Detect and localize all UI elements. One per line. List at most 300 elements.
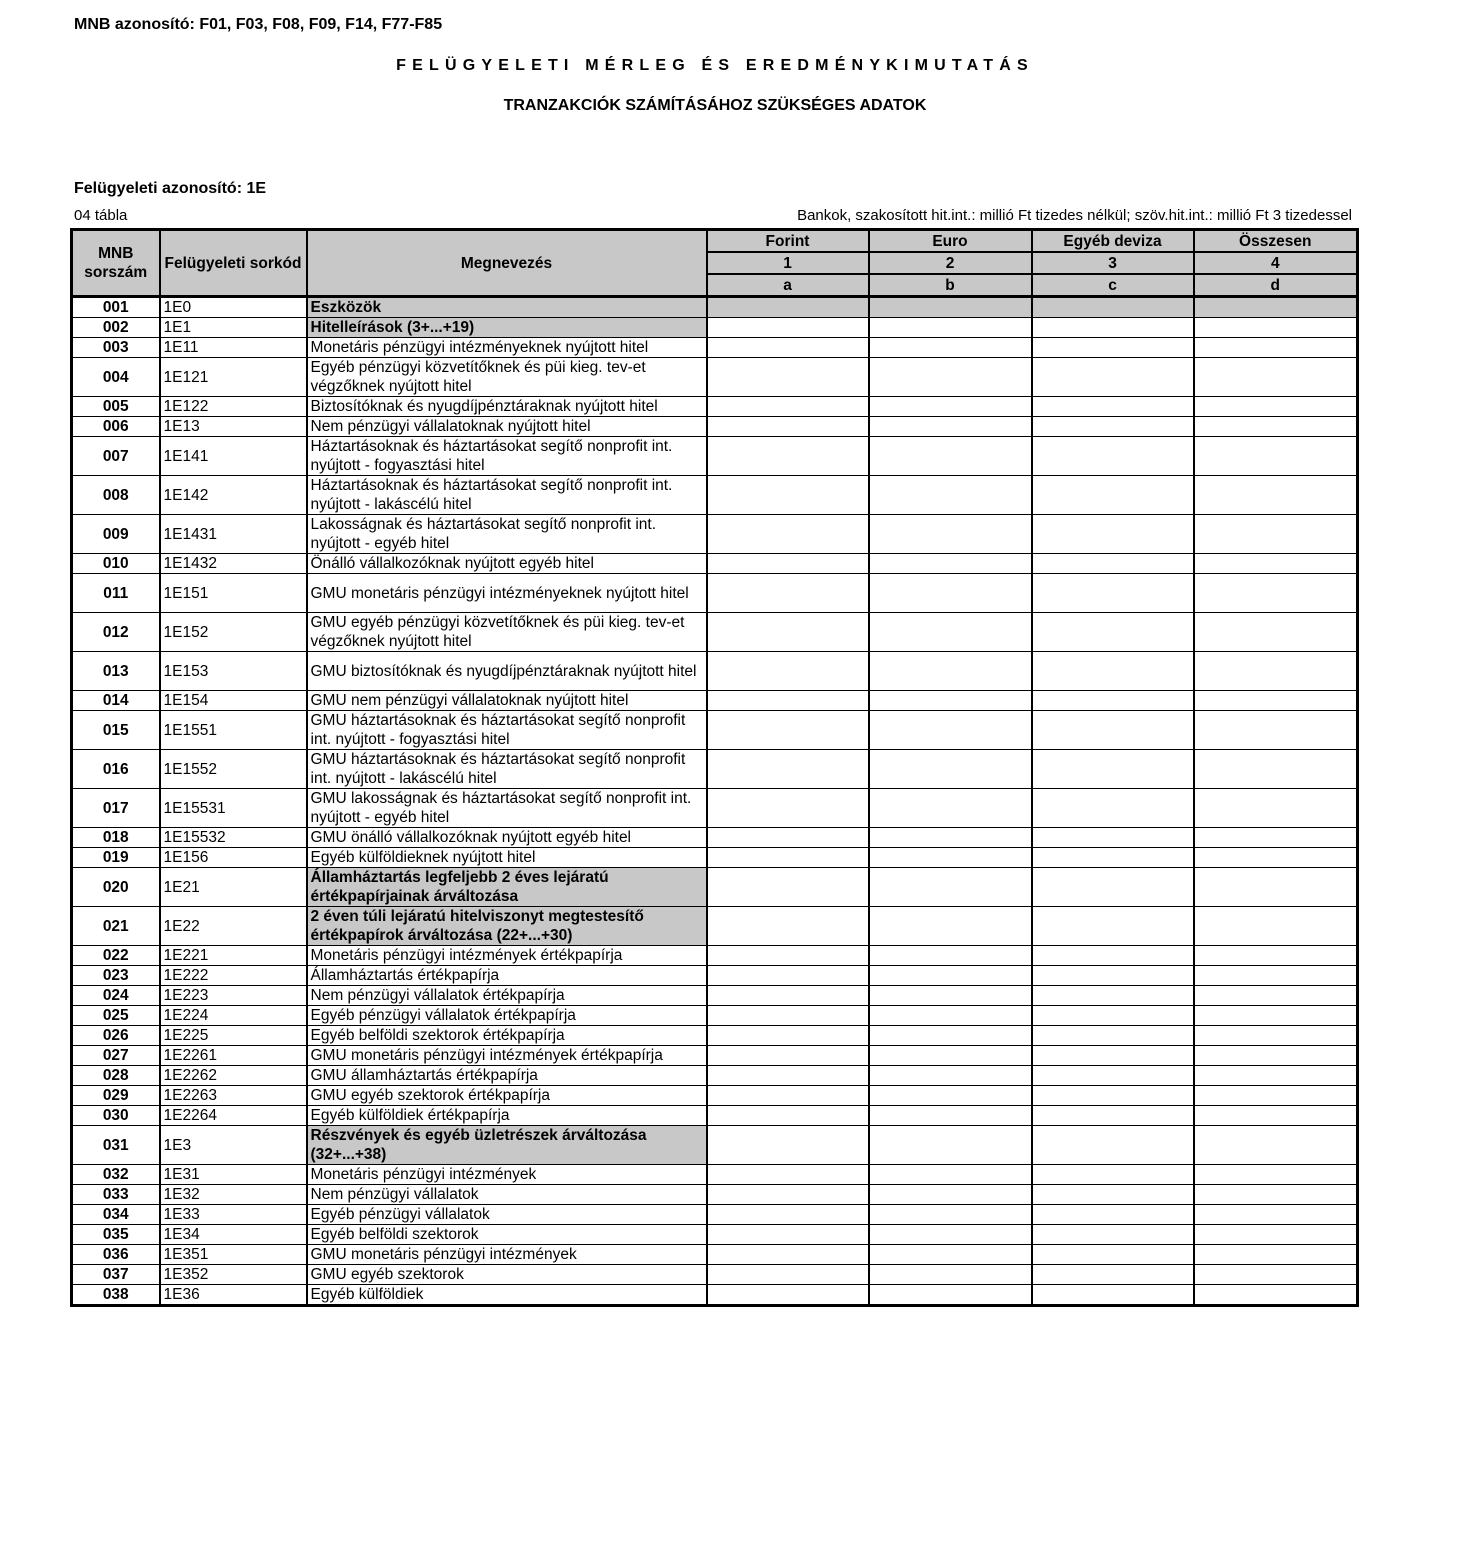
value-cell[interactable] [869, 515, 1032, 554]
value-cell[interactable] [869, 1066, 1032, 1086]
table-row [72, 1046, 1358, 1066]
value-cell[interactable] [869, 437, 1032, 476]
table-row [72, 358, 1358, 397]
row-code: 1E2264 [160, 1106, 307, 1126]
row-mnb-number: 021 [72, 907, 160, 946]
value-cell[interactable] [707, 868, 869, 907]
value-cell[interactable] [707, 554, 869, 574]
row-mnb-number: 019 [72, 848, 160, 868]
value-cell[interactable] [1194, 297, 1358, 318]
table-row [72, 338, 1358, 358]
row-name: Hitelleírások (3+...+19) [307, 318, 707, 338]
value-cell[interactable] [1032, 1285, 1194, 1306]
value-cell[interactable] [869, 1026, 1032, 1046]
value-cell[interactable] [869, 574, 1032, 613]
data-table [70, 228, 1359, 1307]
value-cell[interactable] [1032, 1006, 1194, 1026]
units-note: Bankok, szakosított hit.int.: millió Ft tizedes nélkül; szöv.hit.int.: millió Ft 3 tizedessel [797, 207, 1352, 224]
value-cell[interactable] [707, 1106, 869, 1126]
value-cell[interactable] [1194, 574, 1358, 613]
value-cell[interactable] [1032, 476, 1194, 515]
value-cell[interactable] [1194, 554, 1358, 574]
value-cell[interactable] [707, 1026, 869, 1046]
value-cell[interactable] [707, 397, 869, 417]
value-cell[interactable] [1032, 1165, 1194, 1185]
value-cell[interactable] [707, 338, 869, 358]
value-cell[interactable] [707, 750, 869, 789]
row-mnb-number: 034 [72, 1205, 160, 1225]
row-name: Nem pénzügyi vállalatok [307, 1185, 707, 1205]
row-mnb-number: 036 [72, 1245, 160, 1265]
value-cell[interactable] [1032, 848, 1194, 868]
value-cell[interactable] [1032, 1265, 1194, 1285]
value-cell[interactable] [707, 515, 869, 554]
row-mnb-number: 007 [72, 437, 160, 476]
row-code: 1E153 [160, 652, 307, 691]
value-cell[interactable] [1032, 1245, 1194, 1265]
row-code: 1E225 [160, 1026, 307, 1046]
row-mnb-number: 026 [72, 1026, 160, 1046]
row-code: 1E15531 [160, 789, 307, 828]
row-name: Biztosítóknak és nyugdíjpénztáraknak nyújtott hitel [307, 397, 707, 417]
value-cell[interactable] [707, 828, 869, 848]
row-name: GMU biztosítóknak és nyugdíjpénztáraknak nyújtott hitel [307, 652, 707, 691]
row-name: GMU háztartásoknak és háztartásokat segítő nonprofit int. nyújtott - fogyasztási hitel [307, 711, 707, 750]
table-row [72, 554, 1358, 574]
value-cell[interactable] [1194, 318, 1358, 338]
value-cell[interactable] [869, 1106, 1032, 1126]
table-row [72, 848, 1358, 868]
row-name: Nem pénzügyi vállalatok értékpapírja [307, 986, 707, 1006]
col-letter: a [707, 274, 869, 297]
row-code: 1E1551 [160, 711, 307, 750]
mnb-identifier: MNB azonosító: F01, F03, F08, F09, F14, F77-F85 [74, 16, 443, 33]
table-row [72, 711, 1358, 750]
value-cell[interactable] [869, 966, 1032, 986]
supervisory-identifier: Felügyeleti azonosító: 1E [74, 180, 267, 197]
row-mnb-number: 011 [72, 574, 160, 613]
table-row [72, 1066, 1358, 1086]
value-cell[interactable] [1032, 946, 1194, 966]
value-cell[interactable] [707, 966, 869, 986]
value-cell[interactable] [1194, 907, 1358, 946]
value-cell[interactable] [1032, 515, 1194, 554]
row-name: Államháztartás legfeljebb 2 éves lejáratú értékpapírjainak árváltozása [307, 868, 707, 907]
table-row [72, 1106, 1358, 1126]
row-code: 1E1552 [160, 750, 307, 789]
value-cell[interactable] [1032, 397, 1194, 417]
row-mnb-number: 014 [72, 691, 160, 711]
value-cell[interactable] [869, 1185, 1032, 1205]
value-cell[interactable] [707, 907, 869, 946]
row-code: 1E13 [160, 417, 307, 437]
value-cell[interactable] [869, 1205, 1032, 1225]
value-cell[interactable] [1032, 828, 1194, 848]
row-mnb-number: 029 [72, 1086, 160, 1106]
table-number: 04 tábla [74, 207, 128, 224]
value-cell[interactable] [1032, 691, 1194, 711]
table-row [72, 318, 1358, 338]
row-name: Egyéb pénzügyi vállalatok értékpapírja [307, 1006, 707, 1026]
table-row [72, 613, 1358, 652]
value-cell[interactable] [1194, 1265, 1358, 1285]
row-code: 1E3 [160, 1126, 307, 1165]
value-cell[interactable] [869, 711, 1032, 750]
row-name: Egyéb pénzügyi vállalatok [307, 1205, 707, 1225]
value-cell[interactable] [707, 476, 869, 515]
value-cell[interactable] [1194, 1285, 1358, 1306]
value-cell[interactable] [869, 613, 1032, 652]
value-cell[interactable] [707, 1126, 869, 1165]
value-cell[interactable] [1194, 848, 1358, 868]
value-cell[interactable] [1194, 1185, 1358, 1205]
value-cell[interactable] [1032, 417, 1194, 437]
row-code: 1E142 [160, 476, 307, 515]
value-cell[interactable] [1194, 789, 1358, 828]
row-mnb-number: 001 [72, 297, 160, 318]
row-mnb-number: 005 [72, 397, 160, 417]
row-code: 1E34 [160, 1225, 307, 1245]
row-name: Egyéb külföldiek értékpapírja [307, 1106, 707, 1126]
value-cell[interactable] [707, 1285, 869, 1306]
col-number: 3 [1032, 252, 1194, 274]
value-cell[interactable] [1032, 318, 1194, 338]
value-cell[interactable] [1194, 691, 1358, 711]
value-cell[interactable] [869, 907, 1032, 946]
value-cell[interactable] [707, 652, 869, 691]
row-name: Monetáris pénzügyi intézmények értékpapírja [307, 946, 707, 966]
table-row [72, 1205, 1358, 1225]
value-cell[interactable] [707, 1225, 869, 1245]
value-cell[interactable] [1194, 1225, 1358, 1245]
row-code: 1E154 [160, 691, 307, 711]
row-mnb-number: 008 [72, 476, 160, 515]
value-cell[interactable] [707, 574, 869, 613]
row-code: 1E1431 [160, 515, 307, 554]
value-cell[interactable] [707, 1265, 869, 1285]
table-row [72, 868, 1358, 907]
row-mnb-number: 020 [72, 868, 160, 907]
value-cell[interactable] [869, 397, 1032, 417]
row-code: 1E32 [160, 1185, 307, 1205]
row-mnb-number: 028 [72, 1066, 160, 1086]
value-cell[interactable] [1032, 338, 1194, 358]
row-name: Monetáris pénzügyi intézményeknek nyújtott hitel [307, 338, 707, 358]
table-row [72, 907, 1358, 946]
value-cell[interactable] [1032, 1026, 1194, 1046]
col-header-total: Összesen [1194, 230, 1358, 253]
row-mnb-number: 013 [72, 652, 160, 691]
row-code: 1E121 [160, 358, 307, 397]
row-code: 1E224 [160, 1006, 307, 1026]
row-name: Önálló vállalkozóknak nyújtott egyéb hitel [307, 554, 707, 574]
table-row [72, 1086, 1358, 1106]
value-cell[interactable] [869, 1126, 1032, 1165]
value-cell[interactable] [1194, 1086, 1358, 1106]
row-mnb-number: 033 [72, 1185, 160, 1205]
value-cell[interactable] [1194, 966, 1358, 986]
value-cell[interactable] [1194, 1245, 1358, 1265]
value-cell[interactable] [1194, 1066, 1358, 1086]
col-letter: c [1032, 274, 1194, 297]
value-cell[interactable] [1194, 946, 1358, 966]
col-number: 1 [707, 252, 869, 274]
row-mnb-number: 017 [72, 789, 160, 828]
row-name: GMU monetáris pénzügyi intézmények [307, 1245, 707, 1265]
value-cell[interactable] [869, 1265, 1032, 1285]
value-cell[interactable] [707, 946, 869, 966]
value-cell[interactable] [869, 1225, 1032, 1245]
row-name: Részvények és egyéb üzletrészek árváltozása (32+...+38) [307, 1126, 707, 1165]
table-body [72, 297, 1358, 1306]
table-row [72, 1006, 1358, 1026]
value-cell[interactable] [1032, 358, 1194, 397]
value-cell[interactable] [707, 986, 869, 1006]
value-cell[interactable] [869, 1046, 1032, 1066]
value-cell[interactable] [1032, 1106, 1194, 1126]
table-row [72, 574, 1358, 613]
table-row [72, 1185, 1358, 1205]
value-cell[interactable] [869, 868, 1032, 907]
value-cell[interactable] [707, 1066, 869, 1086]
value-cell[interactable] [869, 789, 1032, 828]
table-row [72, 397, 1358, 417]
row-name: Egyéb külföldiek [307, 1285, 707, 1306]
table-row [72, 966, 1358, 986]
value-cell[interactable] [1194, 828, 1358, 848]
col-letter: b [869, 274, 1032, 297]
row-mnb-number: 016 [72, 750, 160, 789]
value-cell[interactable] [1194, 1006, 1358, 1026]
col-header-mnb-no: MNB sorszám [72, 230, 160, 297]
row-code: 1E2262 [160, 1066, 307, 1086]
value-cell[interactable] [707, 613, 869, 652]
value-cell[interactable] [707, 1185, 869, 1205]
row-name: GMU egyéb szektorok értékpapírja [307, 1086, 707, 1106]
table-row [72, 1285, 1358, 1306]
value-cell[interactable] [707, 437, 869, 476]
table-row [72, 1245, 1358, 1265]
value-cell[interactable] [1032, 1046, 1194, 1066]
row-name: Eszközök [307, 297, 707, 318]
row-name: Egyéb pénzügyi közvetítőknek és püi kieg. tev-et végzőknek nyújtott hitel [307, 358, 707, 397]
value-cell[interactable] [707, 417, 869, 437]
col-number: 4 [1194, 252, 1358, 274]
value-cell[interactable] [869, 554, 1032, 574]
table-row [72, 417, 1358, 437]
value-cell[interactable] [707, 848, 869, 868]
value-cell[interactable] [869, 358, 1032, 397]
row-code: 1E223 [160, 986, 307, 1006]
value-cell[interactable] [869, 828, 1032, 848]
value-cell[interactable] [707, 711, 869, 750]
row-mnb-number: 037 [72, 1265, 160, 1285]
row-mnb-number: 024 [72, 986, 160, 1006]
row-code: 1E15532 [160, 828, 307, 848]
value-cell[interactable] [707, 1165, 869, 1185]
row-code: 1E21 [160, 868, 307, 907]
value-cell[interactable] [1032, 966, 1194, 986]
value-cell[interactable] [707, 1046, 869, 1066]
value-cell[interactable] [1032, 986, 1194, 1006]
value-cell[interactable] [1194, 1165, 1358, 1185]
value-cell[interactable] [869, 476, 1032, 515]
col-header-other-currency: Egyéb deviza [1032, 230, 1194, 253]
value-cell[interactable] [1194, 711, 1358, 750]
row-code: 1E2263 [160, 1086, 307, 1106]
row-mnb-number: 035 [72, 1225, 160, 1245]
value-cell[interactable] [1032, 613, 1194, 652]
row-code: 1E122 [160, 397, 307, 417]
value-cell[interactable] [1194, 1026, 1358, 1046]
row-name: GMU önálló vállalkozóknak nyújtott egyéb hitel [307, 828, 707, 848]
row-name: GMU egyéb pénzügyi közvetítőknek és püi kieg. tev-et végzőknek nyújtott hitel [307, 613, 707, 652]
value-cell[interactable] [869, 750, 1032, 789]
col-header-euro: Euro [869, 230, 1032, 253]
value-cell[interactable] [869, 1165, 1032, 1185]
value-cell[interactable] [1032, 437, 1194, 476]
table-row [72, 437, 1358, 476]
value-cell[interactable] [707, 358, 869, 397]
value-cell[interactable] [1032, 652, 1194, 691]
value-cell[interactable] [1032, 711, 1194, 750]
value-cell[interactable] [1032, 297, 1194, 318]
col-number: 2 [869, 252, 1032, 274]
row-mnb-number: 032 [72, 1165, 160, 1185]
value-cell[interactable] [869, 1285, 1032, 1306]
row-mnb-number: 018 [72, 828, 160, 848]
row-mnb-number: 006 [72, 417, 160, 437]
row-name: Egyéb külföldieknek nyújtott hitel [307, 848, 707, 868]
page-title: FELÜGYELETI MÉRLEG ÉS EREDMÉNYKIMUTATÁS [396, 57, 1034, 74]
value-cell[interactable] [707, 1086, 869, 1106]
value-cell[interactable] [1032, 789, 1194, 828]
row-name: GMU lakosságnak és háztartásokat segítő nonprofit int. nyújtott - egyéb hitel [307, 789, 707, 828]
row-name: GMU monetáris pénzügyi intézmények értékpapírja [307, 1046, 707, 1066]
value-cell[interactable] [1194, 652, 1358, 691]
row-name: Egyéb belföldi szektorok [307, 1225, 707, 1245]
value-cell[interactable] [869, 848, 1032, 868]
value-cell[interactable] [1194, 358, 1358, 397]
row-mnb-number: 030 [72, 1106, 160, 1126]
col-header-forint: Forint [707, 230, 869, 253]
value-cell[interactable] [1194, 515, 1358, 554]
value-cell[interactable] [1032, 750, 1194, 789]
value-cell[interactable] [1032, 868, 1194, 907]
value-cell[interactable] [1032, 907, 1194, 946]
value-cell[interactable] [869, 417, 1032, 437]
row-mnb-number: 004 [72, 358, 160, 397]
row-name: GMU nem pénzügyi vállalatoknak nyújtott hitel [307, 691, 707, 711]
col-header-name: Megnevezés [307, 230, 707, 297]
row-name: Háztartásoknak és háztartásokat segítő nonprofit int. nyújtott - fogyasztási hitel [307, 437, 707, 476]
row-code: 1E156 [160, 848, 307, 868]
table-row [72, 946, 1358, 966]
row-mnb-number: 015 [72, 711, 160, 750]
value-cell[interactable] [869, 318, 1032, 338]
row-name: Nem pénzügyi vállalatoknak nyújtott hitel [307, 417, 707, 437]
value-cell[interactable] [869, 1245, 1032, 1265]
row-name: Államháztartás értékpapírja [307, 966, 707, 986]
value-cell[interactable] [1194, 437, 1358, 476]
value-cell[interactable] [707, 297, 869, 318]
value-cell[interactable] [1032, 1086, 1194, 1106]
value-cell[interactable] [869, 691, 1032, 711]
value-cell[interactable] [707, 1006, 869, 1026]
value-cell[interactable] [869, 946, 1032, 966]
table-row [72, 1265, 1358, 1285]
row-code: 1E11 [160, 338, 307, 358]
page-subtitle: TRANZAKCIÓK SZÁMÍTÁSÁHOZ SZÜKSÉGES ADATOK [503, 97, 927, 114]
table-row [72, 1165, 1358, 1185]
value-cell[interactable] [1194, 1046, 1358, 1066]
value-cell[interactable] [869, 1006, 1032, 1026]
row-code: 1E1 [160, 318, 307, 338]
row-name: Monetáris pénzügyi intézmények [307, 1165, 707, 1185]
value-cell[interactable] [707, 789, 869, 828]
row-mnb-number: 038 [72, 1285, 160, 1306]
value-cell[interactable] [1032, 554, 1194, 574]
value-cell[interactable] [869, 338, 1032, 358]
value-cell[interactable] [1194, 868, 1358, 907]
value-cell[interactable] [1032, 1205, 1194, 1225]
row-mnb-number: 023 [72, 966, 160, 986]
value-cell[interactable] [1194, 1205, 1358, 1225]
value-cell[interactable] [869, 652, 1032, 691]
table-row [72, 1126, 1358, 1165]
col-letter: d [1194, 274, 1358, 297]
row-mnb-number: 002 [72, 318, 160, 338]
value-cell[interactable] [869, 986, 1032, 1006]
row-name: GMU háztartásoknak és háztartásokat segítő nonprofit int. nyújtott - lakáscélú hitel [307, 750, 707, 789]
row-code: 1E33 [160, 1205, 307, 1225]
value-cell[interactable] [1194, 397, 1358, 417]
row-mnb-number: 027 [72, 1046, 160, 1066]
table-row [72, 691, 1358, 711]
value-cell[interactable] [1194, 417, 1358, 437]
row-mnb-number: 009 [72, 515, 160, 554]
value-cell[interactable] [1194, 750, 1358, 789]
value-cell[interactable] [1032, 1225, 1194, 1245]
row-code: 1E152 [160, 613, 307, 652]
value-cell[interactable] [707, 1245, 869, 1265]
value-cell[interactable] [1032, 1185, 1194, 1205]
row-name: 2 éven túli lejáratú hitelviszonyt megtestesítő értékpapírok árváltozása (22+...+30) [307, 907, 707, 946]
table-header [72, 230, 1358, 297]
table-row [72, 986, 1358, 1006]
value-cell[interactable] [1032, 1066, 1194, 1086]
value-cell[interactable] [1194, 338, 1358, 358]
row-mnb-number: 003 [72, 338, 160, 358]
value-cell[interactable] [869, 1086, 1032, 1106]
value-cell[interactable] [1194, 986, 1358, 1006]
row-code: 1E141 [160, 437, 307, 476]
value-cell[interactable] [1194, 476, 1358, 515]
table-row [72, 789, 1358, 828]
value-cell[interactable] [707, 691, 869, 711]
value-cell[interactable] [1194, 1126, 1358, 1165]
value-cell[interactable] [1032, 1126, 1194, 1165]
value-cell[interactable] [707, 318, 869, 338]
value-cell[interactable] [707, 1205, 869, 1225]
value-cell[interactable] [1194, 613, 1358, 652]
row-code: 1E352 [160, 1265, 307, 1285]
value-cell[interactable] [1032, 574, 1194, 613]
value-cell[interactable] [869, 297, 1032, 318]
value-cell[interactable] [1194, 1106, 1358, 1126]
row-mnb-number: 031 [72, 1126, 160, 1165]
table-row [72, 1026, 1358, 1046]
